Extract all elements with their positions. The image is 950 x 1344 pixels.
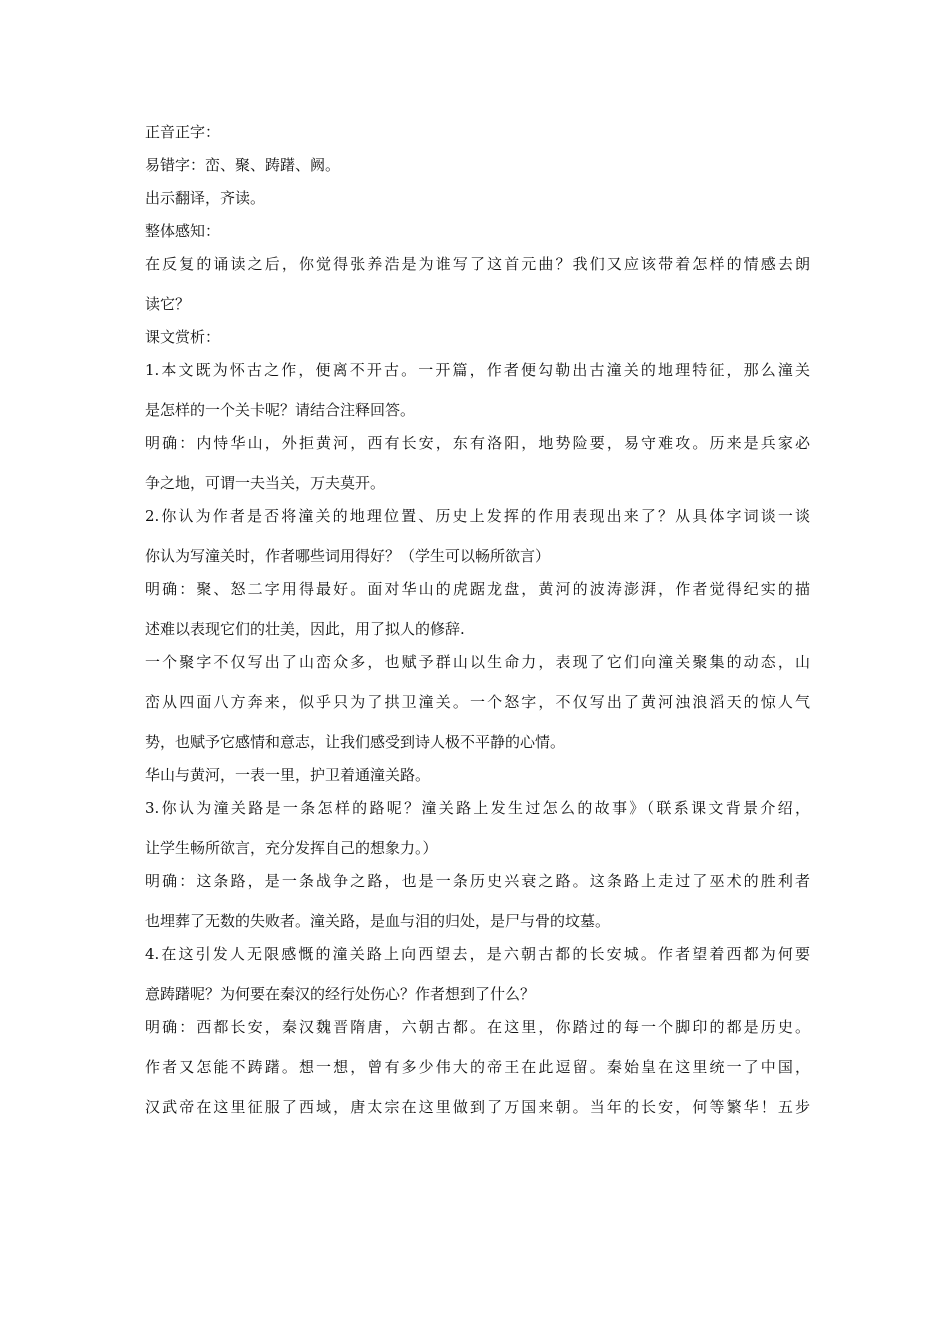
- text-line: 明确：这条路，是一条战争之路，也是一条历史兴衰之路。这条路上走过了巫术的胜利者: [145, 872, 810, 890]
- text-line: 读它？: [145, 295, 191, 313]
- text-line: 出示翻译，齐读。: [145, 189, 266, 207]
- text-line: 华山与黄河，一表一里，护卫着通潼关路。: [145, 766, 431, 784]
- text-line: 整体感知：: [145, 222, 221, 240]
- text-line: 易错字：峦、聚、踌躇、阙。: [145, 156, 341, 174]
- text-line: 明确：西都长安，秦汉魏晋隋唐，六朝古都。在这里，你踏过的每一个脚印的都是历史。: [145, 1018, 810, 1036]
- text-line: 4.在这引发人无限感慨的潼关路上向西望去，是六朝古都的长安城。作者望着西都为何要: [145, 945, 810, 963]
- text-line: 峦从四面八方奔来，似乎只为了拱卫潼关。一个怒字，不仅写出了黄河浊浪滔天的惊人气: [145, 693, 810, 711]
- text-line: 让学生畅所欲言，充分发挥自己的想象力。）: [145, 839, 438, 857]
- text-line: 也埋葬了无数的失败者。潼关路，是血与泪的归处，是尸与骨的坟墓。: [145, 912, 611, 930]
- text-line: 述难以表现它们的壮美，因此，用了拟人的修辞.: [145, 620, 465, 638]
- text-line: 你认为写潼关时，作者哪些词用得好？（学生可以畅所欲言）: [145, 547, 551, 565]
- text-line: 在反复的诵读之后，你觉得张养浩是为谁写了这首元曲？我们又应该带着怎样的情感去朗: [145, 255, 810, 273]
- text-line: 正音正字：: [145, 123, 221, 141]
- text-line: 明确：聚、怒二字用得最好。面对华山的虎踞龙盘，黄河的波涛澎湃，作者觉得纪实的描: [145, 580, 810, 598]
- text-line: 明确：内恃华山，外拒黄河，西有长安，东有洛阳，地势险要，易守难攻。历来是兵家必: [145, 434, 810, 452]
- text-line: 2.你认为作者是否将潼关的地理位置、历史上发挥的作用表现出来了？从具体字词谈一谈: [145, 507, 810, 525]
- text-line: 是怎样的一个关卡呢？请结合注释回答。: [145, 401, 416, 419]
- text-line: 势，也赋予它感情和意志，让我们感受到诗人极不平静的心情。: [145, 733, 566, 751]
- text-line: 作者又怎能不踌躇。想一想，曾有多少伟大的帝王在此逗留。秦始皇在这里统一了中国，: [145, 1058, 810, 1076]
- text-line: 意踌躇呢？为何要在秦汉的经行处伤心？作者想到了什么？: [145, 985, 536, 1003]
- text-line: 争之地，可谓一夫当关，万夫莫开。: [145, 474, 386, 492]
- text-line: 汉武帝在这里征服了西域，唐太宗在这里做到了万国来朝。当年的长安，何等繁华！五步: [145, 1098, 810, 1116]
- text-line: 1.本文既为怀古之作，便离不开古。一开篇，作者便勾勒出古潼关的地理特征，那么潼关: [145, 361, 810, 379]
- text-line: 一个聚字不仅写出了山峦众多，也赋予群山以生命力，表现了它们向潼关聚集的动态，山: [145, 653, 810, 671]
- document-body: [145, 116, 810, 1117]
- text-line: 3.你认为潼关路是一条怎样的路呢？潼关路上发生过怎么的故事》（联系课文背景介绍，: [145, 799, 810, 817]
- text-line: 课文赏析：: [145, 328, 221, 346]
